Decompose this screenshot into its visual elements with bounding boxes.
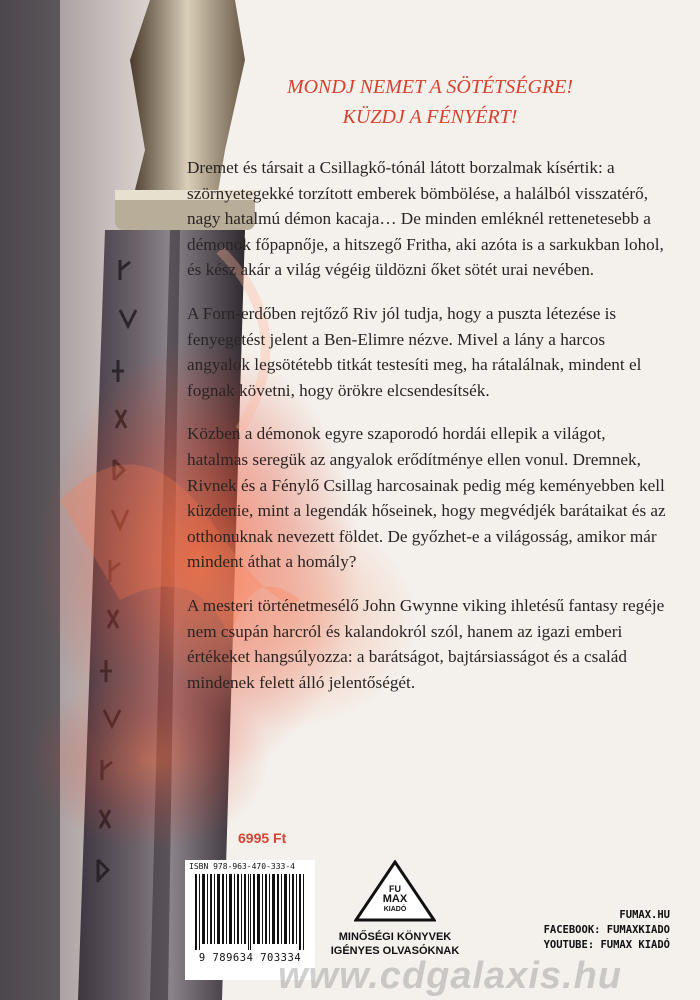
blurb-paragraph-2: A Forn-erdőben rejtőző Riv jól tudja, hogy a puszta létezése is fenyegetést jelent a Ben-Elimre nézve. Mivel a lány a harcos angyalok legsötétebb titkát testesíti meg, ha rátalálnak, mindent el fognak követni, hogy örökre elcsendesítsék.: [187, 303, 642, 400]
tagline-line-1: MONDJ NEMET A SÖTÉTSÉGRE!: [286, 76, 574, 98]
website-link[interactable]: FUMAX.HU: [619, 909, 670, 921]
blurb-paragraph-3: Közben a démonok egyre szaporodó hordái ellepik a világot, hatalmas seregük az angyalok erődítménye ellen vonul. Dremnek, Rivnek és a Fénylő Csillag harcosainak pedig még keményebben kell küzdenie, mint a legendák hőseinek, hogy megvédjék barátaikat és az otthonuknak nevezett földet. De győzhet-e a világosság, amikor már mindent áthat a homály?: [187, 424, 666, 572]
contact-info: [460, 908, 670, 953]
logo-kiado-text: KIADÓ: [383, 906, 407, 913]
tagline: [190, 72, 670, 132]
slogan-line-1: MINŐSÉGI KÖNYVEK: [338, 931, 452, 943]
barcode-bars: [187, 874, 313, 950]
blurb-text: [187, 155, 667, 713]
youtube-link[interactable]: YOUTUBE: FUMAX KIADÓ: [543, 939, 670, 951]
blurb-paragraph-4: A mesteri történetmesélő John Gwynne viking ihletésű fantasy regéje nem csupán harcról és kalandokról szól, hanem az igazi emberi értékeket hangsúlyozza: a barátságot, bajtársiasságot és a család mindenek felett álló jelentőségét.: [187, 595, 665, 692]
facebook-link[interactable]: FACEBOOK: FUMAXKIADO: [543, 924, 670, 936]
slogan-line-2: IGÉNYES OLVASÓKNAK: [330, 945, 460, 957]
isbn-label: ISBN 978-963-470-333-4: [189, 862, 295, 871]
barcode-digits: 9 789634 703334: [198, 952, 302, 964]
logo-fu-text: FU: [389, 884, 401, 894]
publisher-logo: [340, 860, 450, 930]
watermark: www.cdgalaxis.hu: [277, 955, 622, 997]
price-label: 6995 Ft: [238, 830, 287, 846]
blurb-paragraph-1: Dremet és társait a Csillagkő-tónál látott borzalmak kísértik: a szörnyetegekké torzított emberek bömbölése, a halálból visszatérő, nagy hatalmú démon kacaja… De minden emléknél rettenetesebb a démonok főpapnője, a hitszegő Fritha, aki azóta is a sarkukban lohol, és kész akár a világ végéig üldözni őket sötét urai nevében.: [187, 158, 664, 280]
tagline-line-2: KÜZDJ A FÉNYÉRT!: [342, 106, 518, 128]
logo-max-text: MAX: [382, 893, 408, 905]
